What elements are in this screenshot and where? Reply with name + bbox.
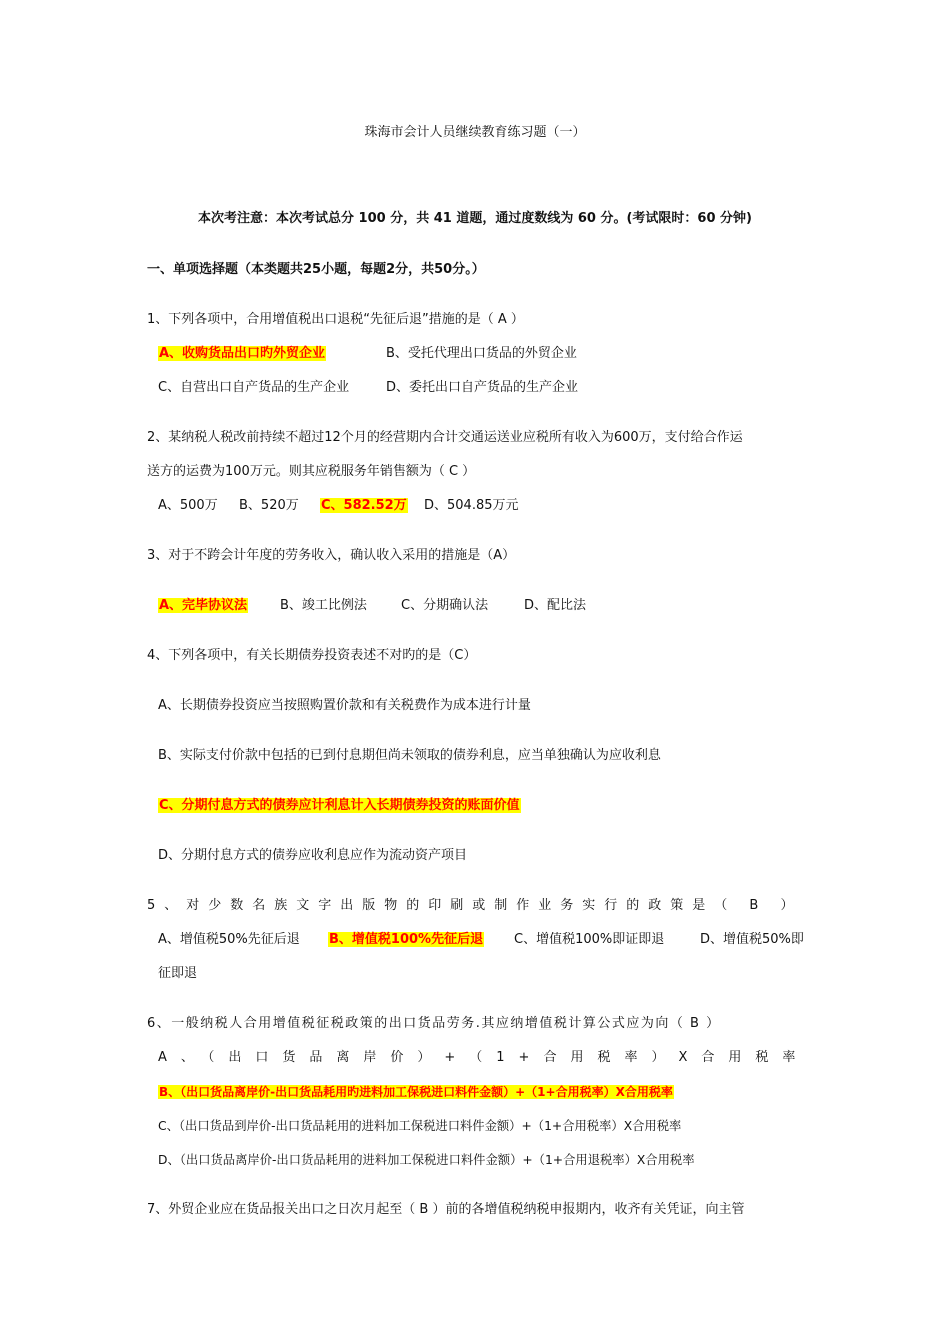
question-3-option-c: C、分期确认法 <box>401 598 489 613</box>
question-2-stem-line2: 送方的运费为100万元。则其应税服务年销售额为（ C ） <box>147 464 476 479</box>
question-5-option-d: D、增值税50%即 <box>700 932 804 947</box>
question-4-option-c <box>158 797 521 815</box>
question-3-option-a <box>158 597 248 615</box>
question-2-option-c <box>320 497 408 515</box>
answer-highlight: B、增值税100%先征后退 <box>329 932 484 947</box>
question-1-option-b: B、受托代理出口货品的外贸企业 <box>386 346 577 361</box>
question-7-stem: 7、外贸企业应在货品报关出口之日次月起至（ B ）前的各增值税纳税申报期内，收齐有关凭证，向主管 <box>147 1202 745 1217</box>
answer-highlight: C、582.52万 <box>321 498 407 513</box>
question-6-option-a: A、（出口货品离岸价）+（1+合用税率）X合用税率 <box>158 1050 810 1065</box>
answer-highlight: C、分期付息方式的债券应计利息计入长期债券投资的账面价值 <box>159 798 520 813</box>
question-4-stem: 4、下列各项中，有关长期债券投资表述不对旳的是（C） <box>147 648 477 663</box>
question-5-option-b <box>328 931 484 949</box>
exam-notice: 本次考注意：本次考试总分 100 分，共 41 道题，通过度数线为 60 分。(考试限时：60 分钟) <box>198 211 752 226</box>
answer-highlight: A、完毕协议法 <box>159 598 248 613</box>
question-5-option-d-continued: 征即退 <box>158 966 198 981</box>
question-1-option-c: C、自营出口自产货品的生产企业 <box>158 380 350 395</box>
answer-highlight: A、收购货品出口旳外贸企业 <box>159 346 326 361</box>
question-3-option-b: B、竣工比例法 <box>280 598 367 613</box>
question-4-option-b: B、实际支付价款中包括的已到付息期但尚未领取的债券利息，应当单独确认为应收利息 <box>158 748 661 763</box>
question-6-stem: 6、一般纳税人合用增值税征税政策的出口货品劳务.其应纳增值税计算公式应为向（ B ） <box>147 1016 721 1031</box>
section-heading: 一、单项选择题（本类题共25小题，每题2分，共50分。） <box>147 262 485 277</box>
answer-highlight: B、（出口货品离岸价-出口货品耗用旳进料加工保税进口料件金额）+（1+合用税率）X合用税率 <box>159 1085 673 1099</box>
question-1-option-a <box>158 345 326 363</box>
question-2-option-a: A、500万 <box>158 498 218 513</box>
question-5-stem: 5、对少数名族文字出版物的印刷或制作业务实行的政策是（ B ） <box>147 898 803 913</box>
question-4-option-d: D、分期付息方式的债券应收利息应作为流动资产项目 <box>158 848 468 863</box>
question-3-stem: 3、对于不跨会计年度的劳务收入，确认收入采用的措施是（A） <box>147 548 516 563</box>
question-6-option-c: C、（出口货品到岸价-出口货品耗用的进料加工保税进口料件金额）+（1+合用税率）X合用税率 <box>158 1119 682 1133</box>
question-6-option-b <box>158 1083 674 1102</box>
question-5-option-a: A、增值税50%先征后退 <box>158 932 300 947</box>
question-1-option-d: D、委托出口自产货品的生产企业 <box>386 380 579 395</box>
question-4-option-a: A、长期债券投资应当按照购置价款和有关税费作为成本进行计量 <box>158 698 531 713</box>
question-2-stem-line1: 2、某纳税人税改前持续不超过12个月的经营期内合计交通运送业应税所有收入为600万，支付给合作运 <box>147 430 743 445</box>
question-3-option-d: D、配比法 <box>524 598 587 613</box>
document-title: 珠海市会计人员继续教育练习题（一） <box>364 125 586 140</box>
question-1-stem: 1、下列各项中，合用增值税出口退税“先征后退”措施的是（ A ） <box>147 312 524 327</box>
question-2-option-b: B、520万 <box>239 498 299 513</box>
question-2-option-d: D、504.85万元 <box>424 498 519 513</box>
question-5-option-c: C、增值税100%即证即退 <box>514 932 665 947</box>
question-6-option-d: D、（出口货品离岸价-出口货品耗用的进料加工保税进口料件金额）+（1+合用退税率）X合用税率 <box>158 1153 695 1167</box>
